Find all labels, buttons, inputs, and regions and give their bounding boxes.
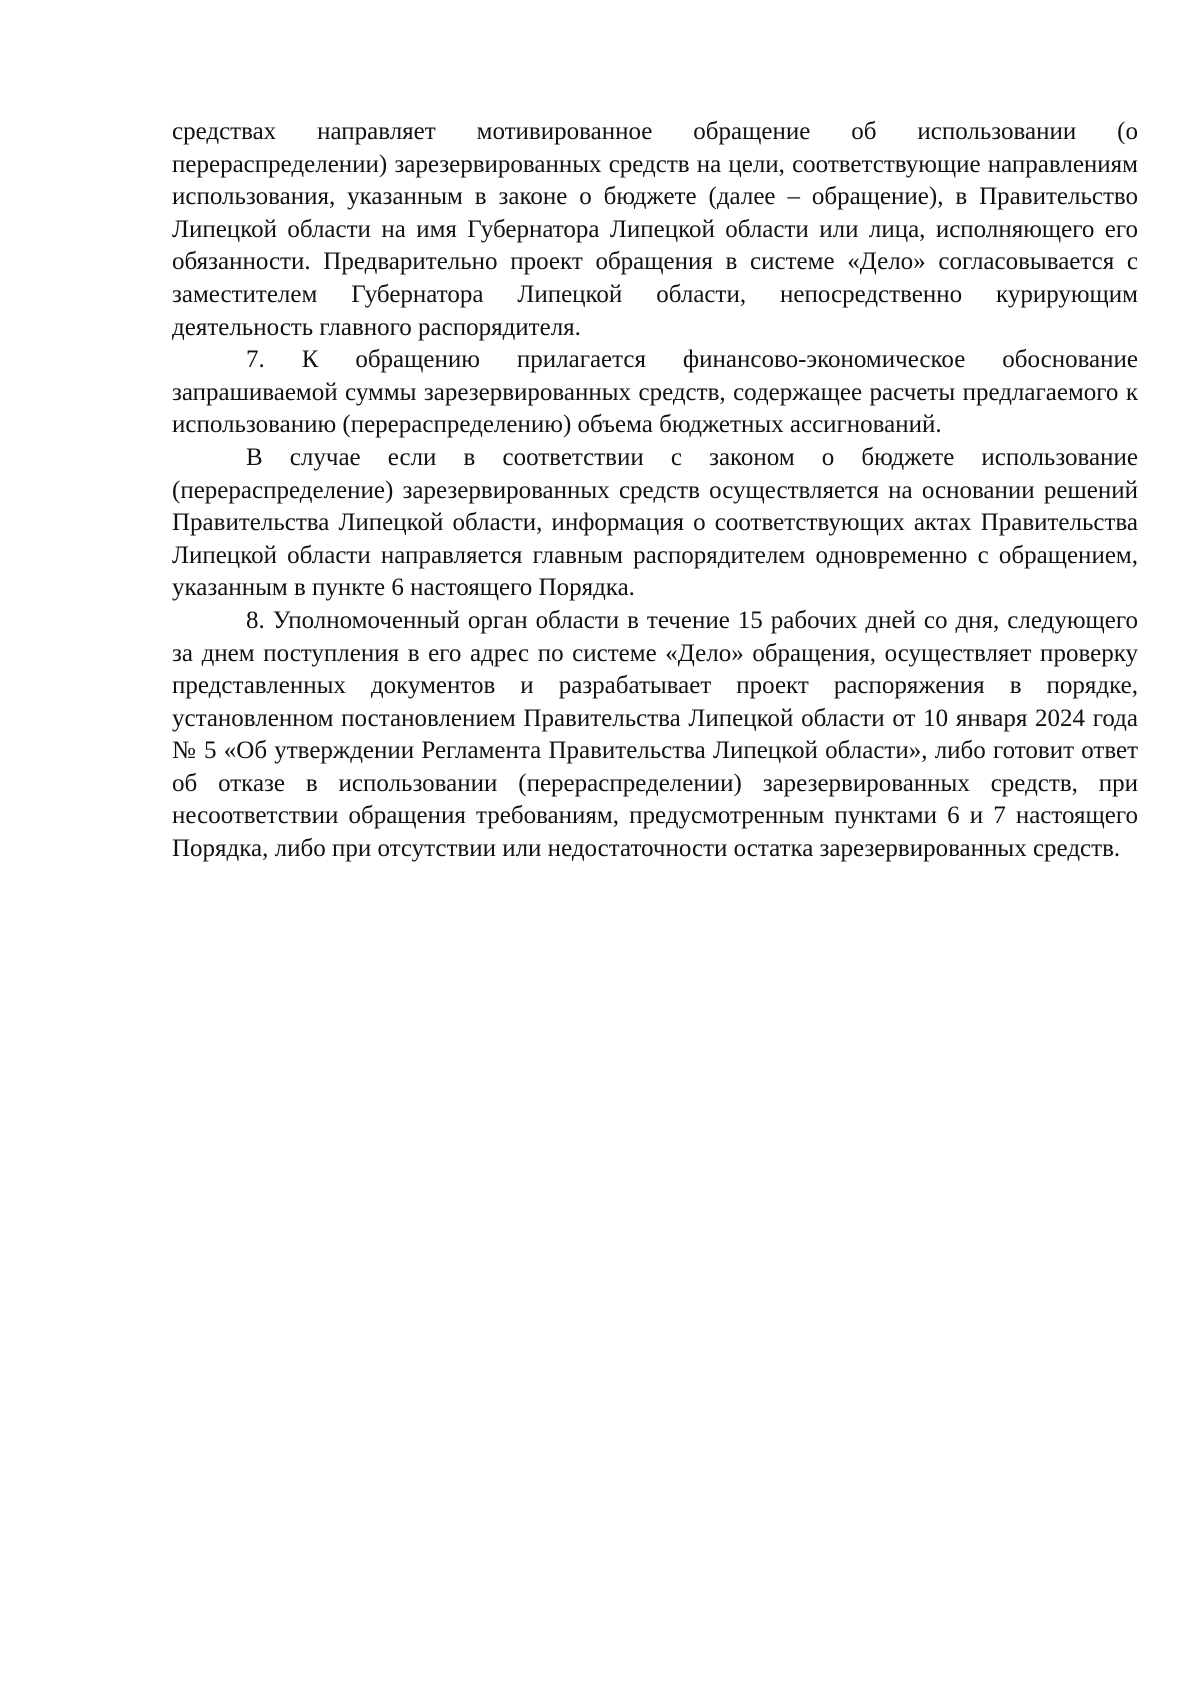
document-body [172,116,1138,866]
paragraph-item-7: 7. К обращению прилагается финансово-экономическое обоснование запрашиваемой суммы зарезервированных средств, содержащее расчеты предлагаемого к использованию (перераспределению) объема бюджетных ассигнований. [172,346,1138,439]
paragraph-continuation: средствах направляет мотивированное обращение об использовании (о перераспределении) зарезервированных средств на цели, соответствующие направлениям использования, указанным в законе о бюджете (далее – обращение), в Правительство Липецкой области на имя Губернатора Липецкой области или лица, исполняющего его обязанности. Предварительно проект обращения в системе «Дело» согласовывается с заместителем Губернатора Липецкой области, непосредственно курирующим деятельность главного распорядителя. [172,118,1138,341]
paragraph-item-7-case: В случае если в соответствии с законом о бюджете использование (перераспределение) зарезервированных средств осуществляется на основании решений Правительства Липецкой области, информация о соответствующих актах Правительства Липецкой области направляется главным распорядителем одновременно с обращением, указанным в пункте 6 настоящего Порядка. [172,443,1138,602]
paragraph-item-8: 8. Уполномоченный орган области в течение 15 рабочих дней со дня, следующего за днем поступления в его адрес по системе «Дело» обращения, осуществляет проверку представленных документов и разрабатывает проект распоряжения в порядке, установленном постановлением Правительства Липецкой области от 10 января 2024 года № 5 «Об утверждении Регламента Правительства Липецкой области», либо готовит ответ об отказе в использовании (перераспределении) зарезервированных средств, при несоответствии обращения требованиям, предусмотренным пунктами 6 и 7 настоящего Порядка, либо при отсутствии или недостаточности остатка зарезервированных средств. [172,606,1138,863]
